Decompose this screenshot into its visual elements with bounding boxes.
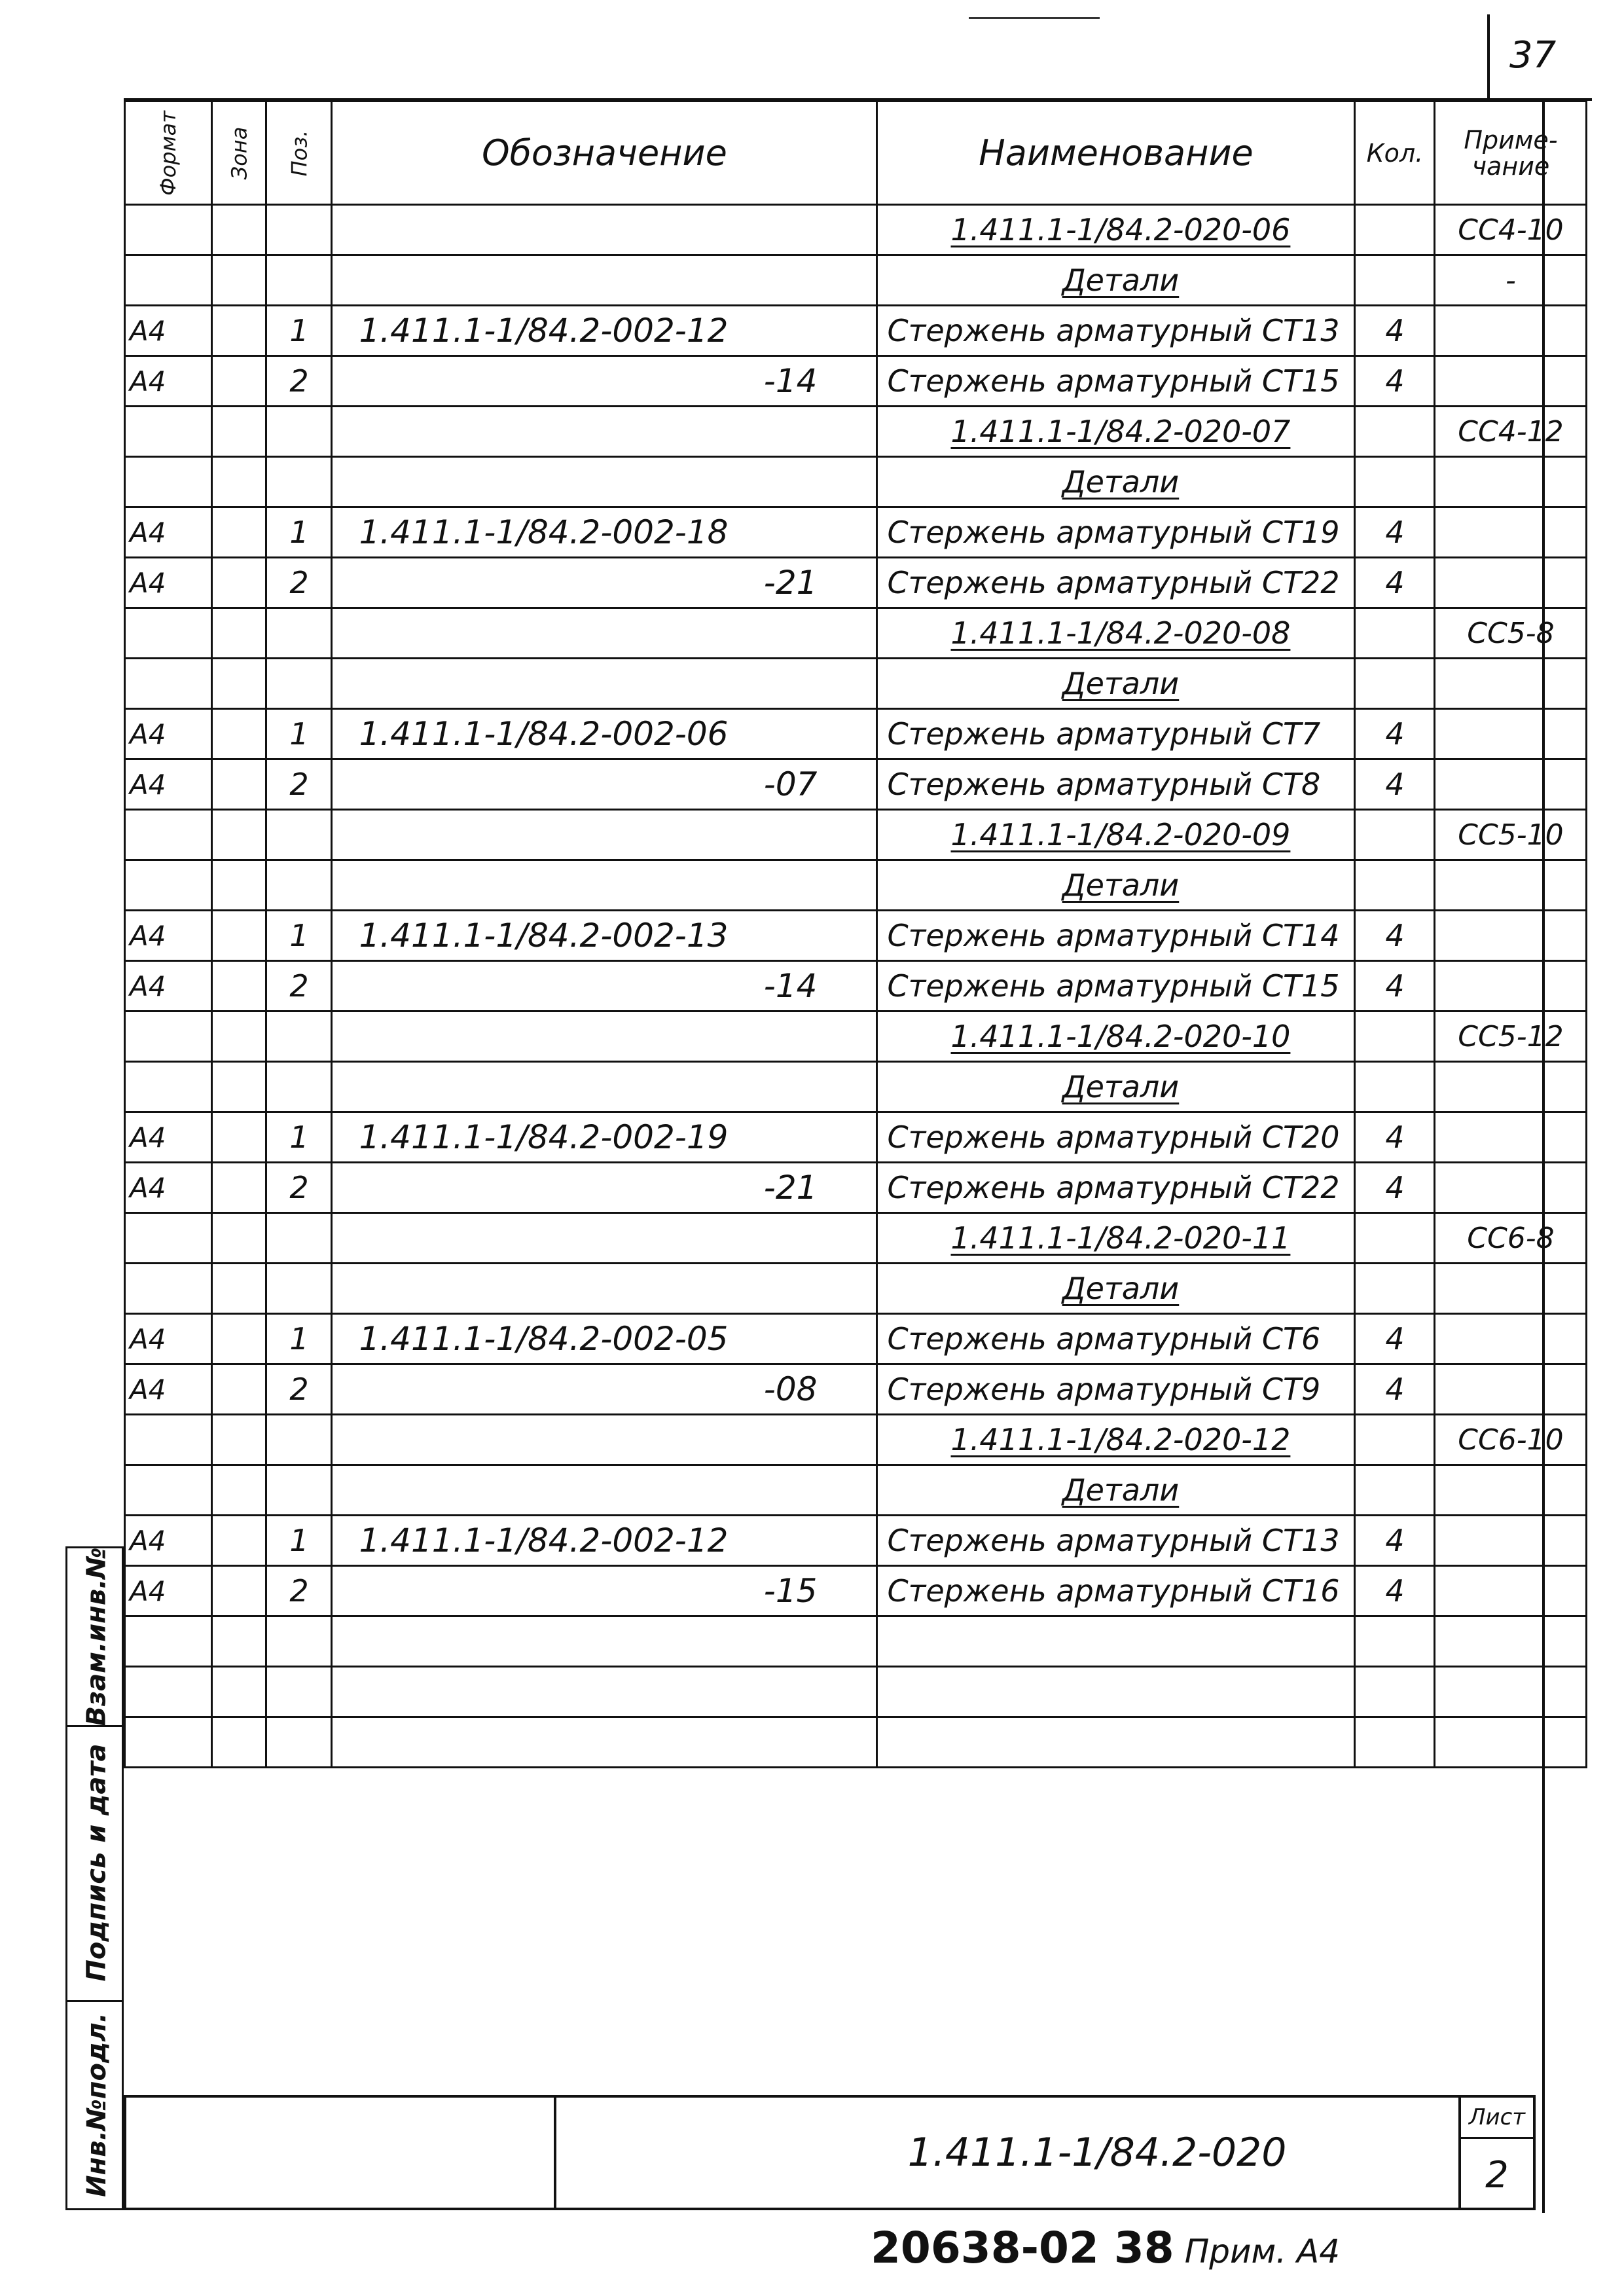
cell-pos: 1 — [266, 709, 332, 759]
cell-qty — [1355, 457, 1435, 507]
cell-format: А4 — [125, 961, 212, 1011]
cell-format: А4 — [125, 1112, 212, 1163]
cell-name: Детали — [877, 1465, 1355, 1516]
empty-cell — [1435, 1616, 1587, 1667]
cell-qty — [1355, 608, 1435, 659]
cell-pos: 2 — [266, 961, 332, 1011]
cell-designation: -08 — [332, 1364, 877, 1415]
cell-format: А4 — [125, 1314, 212, 1364]
cell-note: СС6-10 — [1435, 1415, 1587, 1465]
cell-zone — [211, 1264, 266, 1314]
cell-qty: 4 — [1355, 709, 1435, 759]
cell-note: СС5-8 — [1435, 608, 1587, 659]
cell-format — [125, 860, 212, 911]
cell-name: Стержень арматурный СТ22 — [877, 1163, 1355, 1213]
section-row — [125, 659, 1587, 709]
cell-designation — [332, 1062, 877, 1112]
cell-format: А4 — [125, 356, 212, 407]
empty-cell — [125, 1667, 212, 1717]
assembly-row — [125, 1213, 1587, 1264]
cell-designation — [332, 255, 877, 306]
cell-zone — [211, 1314, 266, 1364]
cell-pos — [266, 407, 332, 457]
empty-cell — [266, 1616, 332, 1667]
side-stamp-signature: Подпись и дата — [81, 1743, 112, 1982]
cell-note — [1435, 659, 1587, 709]
cell-zone — [211, 1011, 266, 1062]
cell-pos: 1 — [266, 306, 332, 356]
title-block-left-cell — [126, 2098, 556, 2208]
table-row — [125, 1516, 1587, 1566]
cell-pos: 2 — [266, 1163, 332, 1213]
cell-qty: 4 — [1355, 1566, 1435, 1616]
cell-note — [1435, 1566, 1587, 1616]
cell-qty: 4 — [1355, 306, 1435, 356]
cell-zone — [211, 356, 266, 407]
cell-qty — [1355, 659, 1435, 709]
side-stamp — [65, 1546, 124, 2210]
header-name: Наименование — [877, 101, 1355, 205]
side-stamp-inventory: Инв.№подл. — [81, 2013, 112, 2197]
cell-note — [1435, 759, 1587, 810]
table-row — [125, 709, 1587, 759]
cell-name: Стержень арматурный СТ13 — [877, 306, 1355, 356]
cell-qty — [1355, 1062, 1435, 1112]
cell-qty — [1355, 1465, 1435, 1516]
cell-format: А4 — [125, 709, 212, 759]
cell-name: Стержень арматурный СТ13 — [877, 1516, 1355, 1566]
empty-cell — [332, 1616, 877, 1667]
cell-name: Стержень арматурный СТ15 — [877, 356, 1355, 407]
empty-cell — [877, 1717, 1355, 1768]
section-row — [125, 860, 1587, 911]
assembly-row — [125, 1011, 1587, 1062]
cell-note — [1435, 860, 1587, 911]
empty-row — [125, 1667, 1587, 1717]
cell-pos — [266, 659, 332, 709]
cell-qty — [1355, 860, 1435, 911]
sheet-cell — [1458, 2098, 1533, 2208]
cell-name: Стержень арматурный СТ19 — [877, 507, 1355, 558]
cell-name: Стержень арматурный СТ6 — [877, 1314, 1355, 1364]
cell-format — [125, 1011, 212, 1062]
assembly-row — [125, 407, 1587, 457]
cell-name: 1.411.1-1/84.2-020-07 — [877, 407, 1355, 457]
cell-note: СС4-12 — [1435, 407, 1587, 457]
cell-qty: 4 — [1355, 1314, 1435, 1364]
empty-cell — [1435, 1717, 1587, 1768]
cell-designation: 1.411.1-1/84.2-002-13 — [332, 911, 877, 961]
side-stamp-replacement: Взам.инв.№ — [81, 1547, 112, 1726]
cell-note: СС6-8 — [1435, 1213, 1587, 1264]
cell-designation: 1.411.1-1/84.2-002-18 — [332, 507, 877, 558]
empty-cell — [332, 1667, 877, 1717]
cell-name: Стержень арматурный СТ7 — [877, 709, 1355, 759]
cell-format: А4 — [125, 507, 212, 558]
cell-name: 1.411.1-1/84.2-020-11 — [877, 1213, 1355, 1264]
cell-zone — [211, 709, 266, 759]
cell-note: СС5-12 — [1435, 1011, 1587, 1062]
table-row — [125, 1566, 1587, 1616]
header-zone: Зона — [211, 101, 266, 205]
table-header-row — [125, 101, 1587, 205]
cell-name: Стержень арматурный СТ14 — [877, 911, 1355, 961]
cell-zone — [211, 1163, 266, 1213]
cell-note — [1435, 1314, 1587, 1364]
cell-designation — [332, 407, 877, 457]
cell-zone — [211, 507, 266, 558]
cell-format: А4 — [125, 306, 212, 356]
page-number-box — [1487, 14, 1592, 101]
sheet-label: Лист — [1461, 2098, 1533, 2139]
empty-cell — [125, 1616, 212, 1667]
table-row — [125, 507, 1587, 558]
cell-qty: 4 — [1355, 911, 1435, 961]
cell-note — [1435, 507, 1587, 558]
table-row — [125, 306, 1587, 356]
cell-zone — [211, 1465, 266, 1516]
empty-cell — [266, 1717, 332, 1768]
empty-cell — [266, 1667, 332, 1717]
cell-designation: -14 — [332, 961, 877, 1011]
cell-pos: 1 — [266, 1112, 332, 1163]
cell-pos — [266, 1011, 332, 1062]
cell-name: Стержень арматурный СТ15 — [877, 961, 1355, 1011]
cell-note: СС5-10 — [1435, 810, 1587, 860]
section-row — [125, 457, 1587, 507]
cell-designation — [332, 1011, 877, 1062]
cell-name: Стержень арматурный СТ22 — [877, 558, 1355, 608]
cell-zone — [211, 860, 266, 911]
table-row — [125, 356, 1587, 407]
cell-zone — [211, 1364, 266, 1415]
cell-qty: 4 — [1355, 558, 1435, 608]
cell-designation — [332, 608, 877, 659]
cell-note — [1435, 457, 1587, 507]
section-row — [125, 1264, 1587, 1314]
page-number: 37 — [1509, 34, 1557, 77]
empty-cell — [211, 1667, 266, 1717]
cell-pos: 2 — [266, 356, 332, 407]
cell-designation: 1.411.1-1/84.2-002-19 — [332, 1112, 877, 1163]
cell-format — [125, 1465, 212, 1516]
cell-qty — [1355, 205, 1435, 255]
cell-note — [1435, 1112, 1587, 1163]
cell-designation: -21 — [332, 1163, 877, 1213]
cell-designation: -07 — [332, 759, 877, 810]
cell-pos — [266, 1213, 332, 1264]
cell-name: Стержень арматурный СТ9 — [877, 1364, 1355, 1415]
cell-zone — [211, 1415, 266, 1465]
cell-pos: 2 — [266, 558, 332, 608]
cell-name: Стержень арматурный СТ16 — [877, 1566, 1355, 1616]
cell-pos — [266, 1062, 332, 1112]
assembly-row — [125, 608, 1587, 659]
cell-format — [125, 205, 212, 255]
header-format: Формат — [125, 101, 212, 205]
cell-qty: 4 — [1355, 1112, 1435, 1163]
cell-zone — [211, 407, 266, 457]
empty-cell — [1355, 1667, 1435, 1717]
cell-designation: 1.411.1-1/84.2-002-05 — [332, 1314, 877, 1364]
cell-pos — [266, 860, 332, 911]
table-row — [125, 961, 1587, 1011]
cell-name: 1.411.1-1/84.2-020-09 — [877, 810, 1355, 860]
cell-pos: 2 — [266, 1566, 332, 1616]
cell-zone — [211, 911, 266, 961]
cell-designation: -15 — [332, 1566, 877, 1616]
cell-name: Стержень арматурный СТ8 — [877, 759, 1355, 810]
cell-zone — [211, 1062, 266, 1112]
cell-note — [1435, 709, 1587, 759]
cell-pos — [266, 205, 332, 255]
cell-pos: 1 — [266, 1314, 332, 1364]
cell-zone — [211, 558, 266, 608]
empty-cell — [211, 1616, 266, 1667]
specification-table — [124, 100, 1587, 1768]
table-row — [125, 759, 1587, 810]
top-edge-mark — [969, 17, 1100, 19]
title-block — [124, 2095, 1536, 2210]
cell-pos — [266, 1465, 332, 1516]
empty-cell — [211, 1717, 266, 1768]
cell-qty: 4 — [1355, 1364, 1435, 1415]
cell-note: - — [1435, 255, 1587, 306]
section-row — [125, 1465, 1587, 1516]
cell-note — [1435, 961, 1587, 1011]
cell-designation: -21 — [332, 558, 877, 608]
cell-designation — [332, 1465, 877, 1516]
cell-format — [125, 810, 212, 860]
cell-designation — [332, 659, 877, 709]
cell-pos — [266, 1415, 332, 1465]
cell-note — [1435, 1465, 1587, 1516]
cell-format — [125, 1062, 212, 1112]
empty-row — [125, 1616, 1587, 1667]
assembly-row — [125, 1415, 1587, 1465]
table-row — [125, 1314, 1587, 1364]
cell-note — [1435, 1516, 1587, 1566]
cell-qty — [1355, 1011, 1435, 1062]
table-row — [125, 1112, 1587, 1163]
table-row — [125, 558, 1587, 608]
cell-designation — [332, 1264, 877, 1314]
cell-note — [1435, 1062, 1587, 1112]
cell-designation: 1.411.1-1/84.2-002-12 — [332, 306, 877, 356]
cell-name: Стержень арматурный СТ20 — [877, 1112, 1355, 1163]
empty-cell — [1355, 1616, 1435, 1667]
assembly-row — [125, 205, 1587, 255]
cell-zone — [211, 457, 266, 507]
cell-name: 1.411.1-1/84.2-020-10 — [877, 1011, 1355, 1062]
cell-name: Детали — [877, 1062, 1355, 1112]
cell-name: 1.411.1-1/84.2-020-06 — [877, 205, 1355, 255]
cell-name: Детали — [877, 1264, 1355, 1314]
cell-designation: 1.411.1-1/84.2-002-06 — [332, 709, 877, 759]
cell-note: СС4-10 — [1435, 205, 1587, 255]
cell-pos: 1 — [266, 507, 332, 558]
cell-qty — [1355, 1415, 1435, 1465]
cell-designation: 1.411.1-1/84.2-002-12 — [332, 1516, 877, 1566]
cell-format: А4 — [125, 1566, 212, 1616]
cell-qty — [1355, 1264, 1435, 1314]
table-row — [125, 1364, 1587, 1415]
cell-pos — [266, 810, 332, 860]
cell-zone — [211, 659, 266, 709]
section-row — [125, 255, 1587, 306]
cell-format — [125, 1264, 212, 1314]
cell-pos: 2 — [266, 759, 332, 810]
cell-note — [1435, 1264, 1587, 1314]
cell-qty: 4 — [1355, 507, 1435, 558]
cell-zone — [211, 255, 266, 306]
cell-format — [125, 407, 212, 457]
cell-pos — [266, 1264, 332, 1314]
cell-qty — [1355, 810, 1435, 860]
cell-format: А4 — [125, 1516, 212, 1566]
empty-cell — [1435, 1667, 1587, 1717]
empty-cell — [877, 1616, 1355, 1667]
sheet-number: 2 — [1485, 2154, 1509, 2196]
header-qty: Кол. — [1355, 101, 1435, 205]
cell-pos — [266, 457, 332, 507]
cell-name: Детали — [877, 255, 1355, 306]
cell-zone — [211, 1566, 266, 1616]
cell-name: 1.411.1-1/84.2-020-08 — [877, 608, 1355, 659]
cell-format: А4 — [125, 911, 212, 961]
cell-format: А4 — [125, 759, 212, 810]
cell-format — [125, 1415, 212, 1465]
cell-format: А4 — [125, 1163, 212, 1213]
cell-designation — [332, 1213, 877, 1264]
cell-qty — [1355, 407, 1435, 457]
cell-format — [125, 659, 212, 709]
cell-qty: 4 — [1355, 759, 1435, 810]
cell-name: Детали — [877, 457, 1355, 507]
cell-format — [125, 608, 212, 659]
cell-format — [125, 457, 212, 507]
cell-qty: 4 — [1355, 1516, 1435, 1566]
cell-qty: 4 — [1355, 1163, 1435, 1213]
empty-cell — [125, 1717, 212, 1768]
cell-designation: -14 — [332, 356, 877, 407]
cell-note — [1435, 356, 1587, 407]
cell-zone — [211, 1112, 266, 1163]
cell-format — [125, 1213, 212, 1264]
cell-zone — [211, 1516, 266, 1566]
cell-note — [1435, 306, 1587, 356]
cell-designation — [332, 860, 877, 911]
header-pos: Поз. — [266, 101, 332, 205]
cell-qty — [1355, 1213, 1435, 1264]
cell-pos: 1 — [266, 911, 332, 961]
cell-designation — [332, 1415, 877, 1465]
cell-zone — [211, 759, 266, 810]
table-row — [125, 911, 1587, 961]
assembly-row — [125, 810, 1587, 860]
cell-qty: 4 — [1355, 356, 1435, 407]
cell-zone — [211, 810, 266, 860]
archive-number: 20638-02 38 Прим. А4 — [871, 2223, 1341, 2273]
cell-note — [1435, 558, 1587, 608]
empty-cell — [332, 1717, 877, 1768]
cell-pos: 1 — [266, 1516, 332, 1566]
header-note: Приме- чание — [1435, 101, 1587, 205]
cell-designation — [332, 810, 877, 860]
section-row — [125, 1062, 1587, 1112]
cell-name: 1.411.1-1/84.2-020-12 — [877, 1415, 1355, 1465]
cell-format: А4 — [125, 558, 212, 608]
cell-zone — [211, 608, 266, 659]
cell-name: Детали — [877, 860, 1355, 911]
cell-zone — [211, 1213, 266, 1264]
empty-cell — [1355, 1717, 1435, 1768]
cell-note — [1435, 1163, 1587, 1213]
cell-note — [1435, 911, 1587, 961]
cell-pos: 2 — [266, 1364, 332, 1415]
cell-note — [1435, 1364, 1587, 1415]
cell-format — [125, 255, 212, 306]
cell-pos — [266, 255, 332, 306]
cell-qty — [1355, 255, 1435, 306]
cell-format: А4 — [125, 1364, 212, 1415]
cell-zone — [211, 205, 266, 255]
table-row — [125, 1163, 1587, 1213]
cell-designation — [332, 205, 877, 255]
cell-name: Детали — [877, 659, 1355, 709]
empty-row — [125, 1717, 1587, 1768]
cell-zone — [211, 961, 266, 1011]
header-designation: Обозначение — [332, 101, 877, 205]
cell-designation — [332, 457, 877, 507]
cell-qty: 4 — [1355, 961, 1435, 1011]
empty-cell — [877, 1667, 1355, 1717]
cell-zone — [211, 306, 266, 356]
document-code: 1.411.1-1/84.2-020 — [907, 2130, 1287, 2176]
cell-pos — [266, 608, 332, 659]
